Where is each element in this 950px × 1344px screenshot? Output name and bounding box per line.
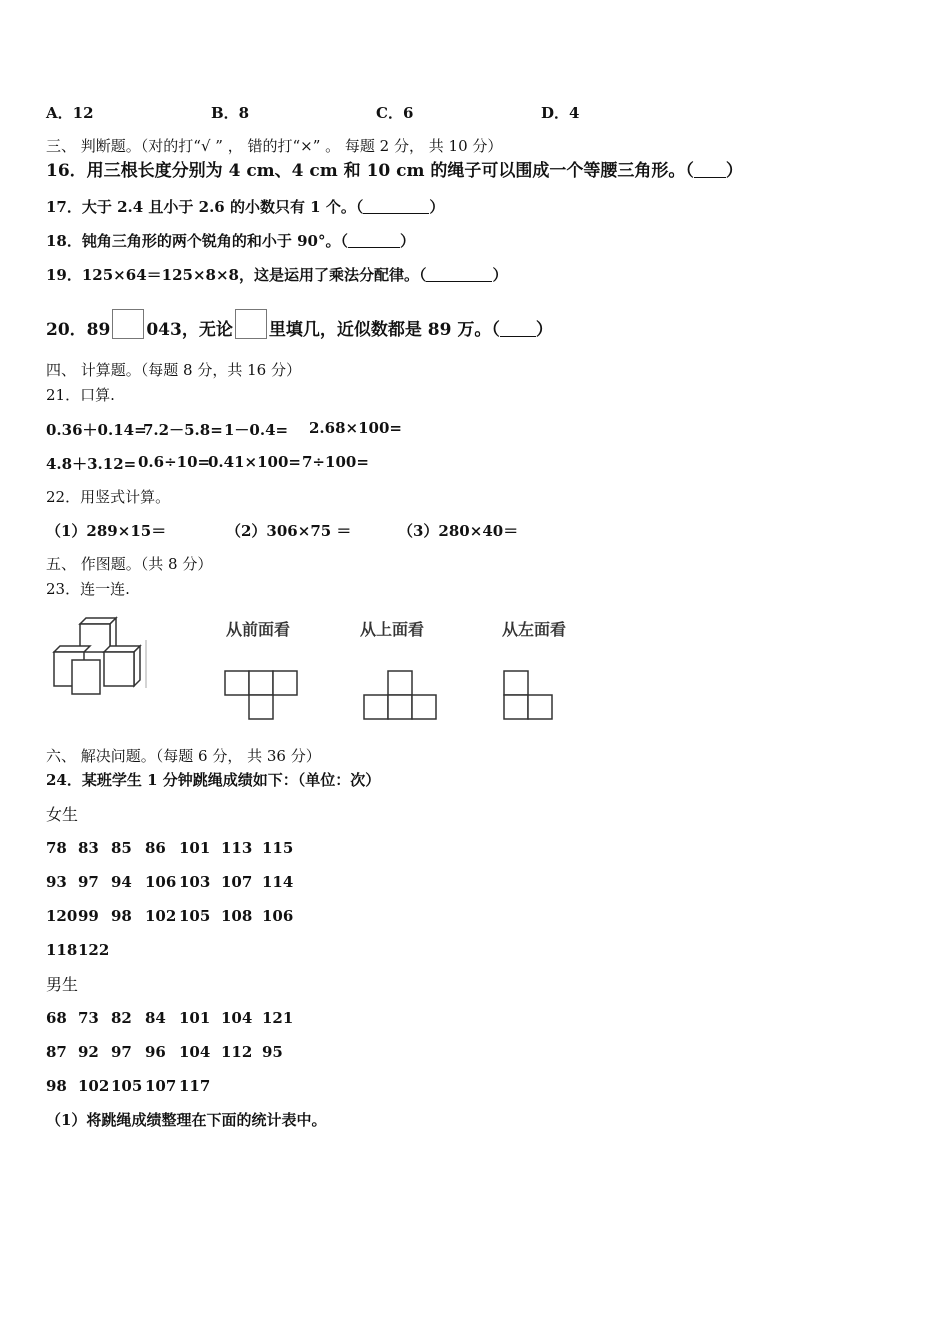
top-view-label: 从上面看 [360,620,425,639]
girls-score: 122 [78,941,110,959]
left-view-label: 从左面看 [502,620,567,639]
question-22: 22．用竖式计算。 [46,488,171,506]
girls-score: 107 [221,873,253,891]
boys-score: 95 [262,1043,283,1061]
q20-close: ） [535,320,553,340]
question-23: 23．连一连. [46,580,130,598]
section5-heading: 五、 作图题。（共 8 分） [46,555,213,573]
vertical-calc-1: （1）289×15＝ [46,522,167,540]
answer-blank-19[interactable] [426,267,492,282]
calc-8: 7÷100= [302,453,369,471]
boys-score: 104 [221,1009,253,1027]
boys-score: 117 [179,1077,211,1095]
calc-2: 7.2－5.8= [143,421,223,439]
section4-heading: 四、 计算题。（每题 8 分，共 16 分） [46,361,301,379]
girls-score: 114 [262,873,294,891]
answer-blank-16[interactable] [694,163,726,178]
girls-score: 99 [78,907,99,925]
section6-heading: 六、 解决问题。（每题 6 分， 共 36 分） [46,747,321,765]
girls-score: 78 [46,839,67,857]
q17-close: ） [429,198,445,216]
boys-score: 104 [179,1043,211,1061]
boys-label: 男生 [46,975,79,994]
boys-score: 107 [145,1077,177,1095]
boys-score: 87 [46,1043,67,1061]
girls-score: 101 [179,839,211,857]
question-24: 24．某班学生 1 分钟跳绳成绩如下：（单位：次） [46,771,381,789]
girls-score: 113 [221,839,253,857]
answer-blank-18[interactable] [348,233,400,248]
girls-score: 97 [78,873,99,891]
boys-score: 102 [78,1077,110,1095]
girls-score: 93 [46,873,67,891]
boys-score: 97 [111,1043,132,1061]
girls-score: 103 [179,873,211,891]
q20-text-a: 20．89 [46,320,111,340]
boys-score: 105 [111,1077,143,1095]
option-a: A．12 [46,104,94,122]
question-17 [46,197,444,217]
left-view-figure[interactable] [500,668,560,724]
girls-score: 86 [145,839,166,857]
answer-blank-17[interactable] [363,199,429,214]
q19-text: 19．125×64＝125×8×8，这是运用了乘法分配律。（ [46,266,427,284]
boys-score: 121 [262,1009,294,1027]
calc-7: 0.41×100= [208,453,301,471]
girls-score: 106 [145,873,177,891]
q18-close: ） [399,232,415,250]
q18-text: 18．钝角三角形的两个锐角的和小于 90°。（ [46,232,348,250]
question-16 [46,159,743,183]
girls-score: 118 [46,941,78,959]
girls-score: 102 [145,907,177,925]
question-24-1: （1）将跳绳成绩整理在下面的统计表中。 [46,1111,327,1129]
option-b: B．8 [211,104,250,122]
front-view-label: 从前面看 [226,620,291,639]
girls-score: 85 [111,839,132,857]
girls-score: 106 [262,907,294,925]
q19-close: ） [492,266,508,284]
calc-5: 4.8＋3.12= [46,455,137,473]
girls-score: 98 [111,907,132,925]
option-d: D．4 [541,104,580,122]
boys-score: 68 [46,1009,67,1027]
front-view-figure[interactable] [222,668,302,724]
girls-label: 女生 [46,805,79,824]
boys-score: 112 [221,1043,253,1061]
girls-score: 120 [46,907,78,925]
question-18 [46,231,415,251]
calc-1: 0.36＋0.14= [46,421,147,439]
q16-close: ） [725,161,743,181]
girls-score: 108 [221,907,253,925]
question-21: 21．口算. [46,386,115,404]
question-20 [46,309,553,342]
boys-score: 84 [145,1009,166,1027]
calc-4: 2.68×100= [309,419,402,437]
boys-score: 101 [179,1009,211,1027]
boys-score: 96 [145,1043,166,1061]
digit-box-1[interactable] [112,309,144,339]
option-c: C．6 [376,104,414,122]
q20-text-c: 里填几，近似数都是 89 万。（ [268,320,500,340]
boys-score: 92 [78,1043,99,1061]
girls-score: 83 [78,839,99,857]
section3-heading: 三、 判断题。（对的打“√ ” ， 错的打“×” 。 每题 2 分， 共 10 分） [46,137,503,155]
cube-figure [46,614,158,700]
top-view-figure[interactable] [360,668,442,724]
q16-text: 16．用三根长度分别为 4 cm、4 cm 和 10 cm 的绳子可以围成一个等腰三角形。（ [46,161,694,181]
calc-3: 1－0.4= [224,421,289,439]
digit-box-2[interactable] [235,309,267,339]
girls-score: 94 [111,873,132,891]
q17-text: 17．大于 2.4 且小于 2.6 的小数只有 1 个。（ [46,198,364,216]
boys-score: 73 [78,1009,99,1027]
boys-score: 82 [111,1009,132,1027]
calc-6: 0.6÷10= [138,453,211,471]
vertical-calc-2: （2）306×75 ＝ [226,522,352,540]
q20-text-b: 043，无论 [146,320,233,340]
answer-blank-20[interactable] [500,322,536,337]
girls-score: 105 [179,907,211,925]
question-19 [46,265,507,285]
vertical-calc-3: （3）280×40＝ [398,522,519,540]
girls-score: 115 [262,839,294,857]
boys-score: 98 [46,1077,67,1095]
